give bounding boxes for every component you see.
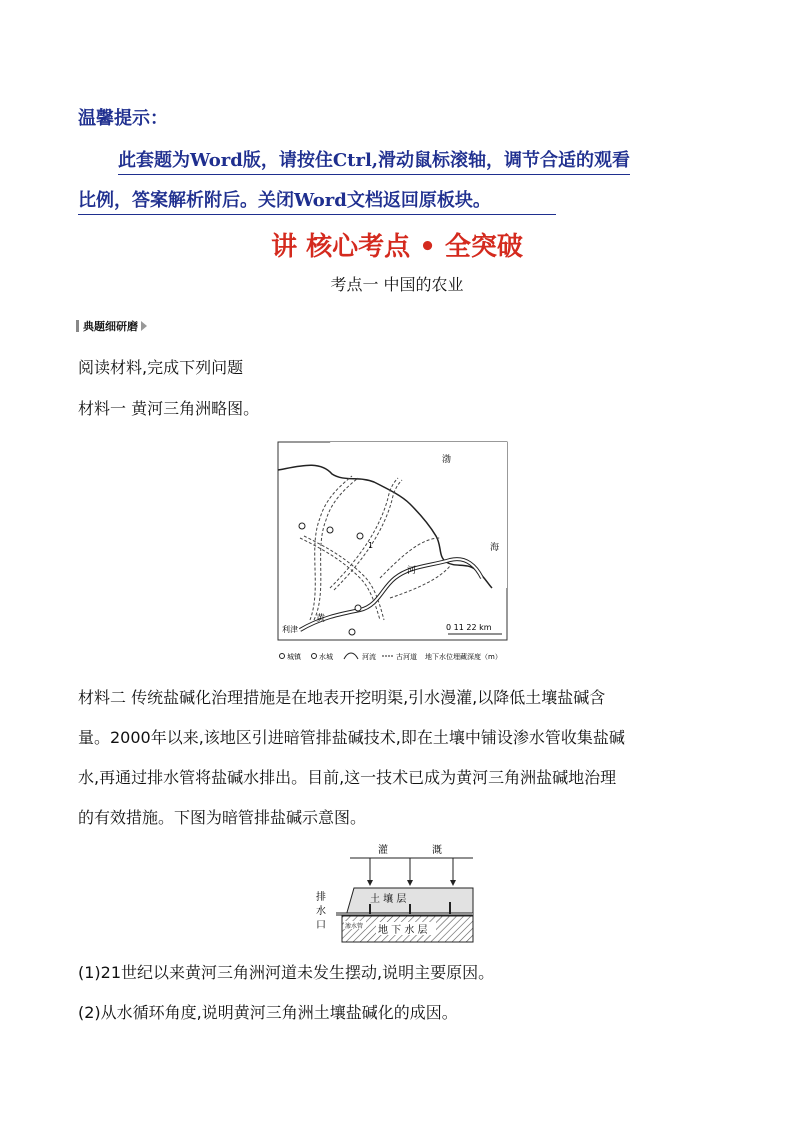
map-label-huang: 黄 (316, 614, 326, 624)
question-2: (2)从水循环角度,说明黄河三角洲土壤盐碱化的成因。 (78, 1003, 458, 1022)
map-label-lijin: 利津 (282, 625, 298, 634)
map-label-he: 河 (407, 566, 417, 576)
diagram-label-guan: 灌 (378, 845, 388, 856)
map-label-hai: 海 (490, 543, 500, 553)
legend-river: 河流 (362, 653, 376, 661)
material1-text: 材料一 黄河三角洲略图。 (78, 399, 260, 418)
legend-ancient: 古河道 (396, 653, 417, 661)
diagram-label-pipe: 渗水管 (345, 923, 364, 930)
tip-heading: 温馨提示： (78, 108, 168, 129)
material2-line: 水,再通过排水管将盐碱水排出。目前,这一技术已成为黄河三角洲盐碱地治理 (78, 768, 617, 787)
section-tag-label: 典题细研磨 (83, 320, 138, 333)
drainage-diagram (308, 838, 484, 946)
question-1: (1)21世纪以来黄河三角洲河道未发生摆动,说明主要原因。 (78, 963, 495, 982)
legend-water: 水城 (319, 653, 333, 661)
diagram-label-soil: 土 壤 层 (370, 894, 407, 905)
tag-arrow-icon (141, 321, 147, 331)
legend-town: 城镇 (287, 653, 301, 661)
tip-line-1: 此套题为Word版，请按住Ctrl,滑动鼠标滚轴，调节合适的观看 (118, 146, 630, 175)
diagram-label-underground: 地 下 水 层 (378, 925, 428, 936)
material2-paragraph (78, 678, 723, 838)
map-label-one: 1 (368, 541, 374, 550)
diagram-outlet-char: 水 (316, 906, 326, 917)
diagram-outlet-char: 口 (316, 920, 326, 931)
section-tag (76, 318, 147, 334)
map-label-bo: 渤 (442, 455, 452, 465)
map-scale: 0 11 22 km (446, 623, 492, 632)
yellow-river-delta-map (270, 438, 530, 668)
diagram-label-gai: 溉 (432, 845, 442, 856)
legend-depth: 地下水位埋藏深度（m） (425, 653, 502, 661)
material2-line: 的有效措施。下图为暗管排盐碱示意图。 (78, 808, 367, 827)
page-subtitle: 考点一 中国的农业 (330, 275, 464, 294)
tip-line-2: 比例，答案解析附后。关闭Word文档返回原板块。 (78, 186, 556, 215)
material2-line: 材料二 传统盐碱化治理措施是在地表开挖明渠,引水漫灌,以降低土壤盐碱含 (78, 688, 606, 707)
diagram-outlet-char: 排 (316, 892, 326, 903)
page-title: 讲 核心考点 • 全突破 (271, 232, 523, 262)
intro-text: 阅读材料,完成下列问题 (78, 358, 244, 377)
tag-bar (76, 320, 79, 332)
material2-line: 量。2000年以来,该地区引进暗管排盐碱技术,即在土壤中铺设渗水管收集盐碱 (78, 728, 625, 747)
